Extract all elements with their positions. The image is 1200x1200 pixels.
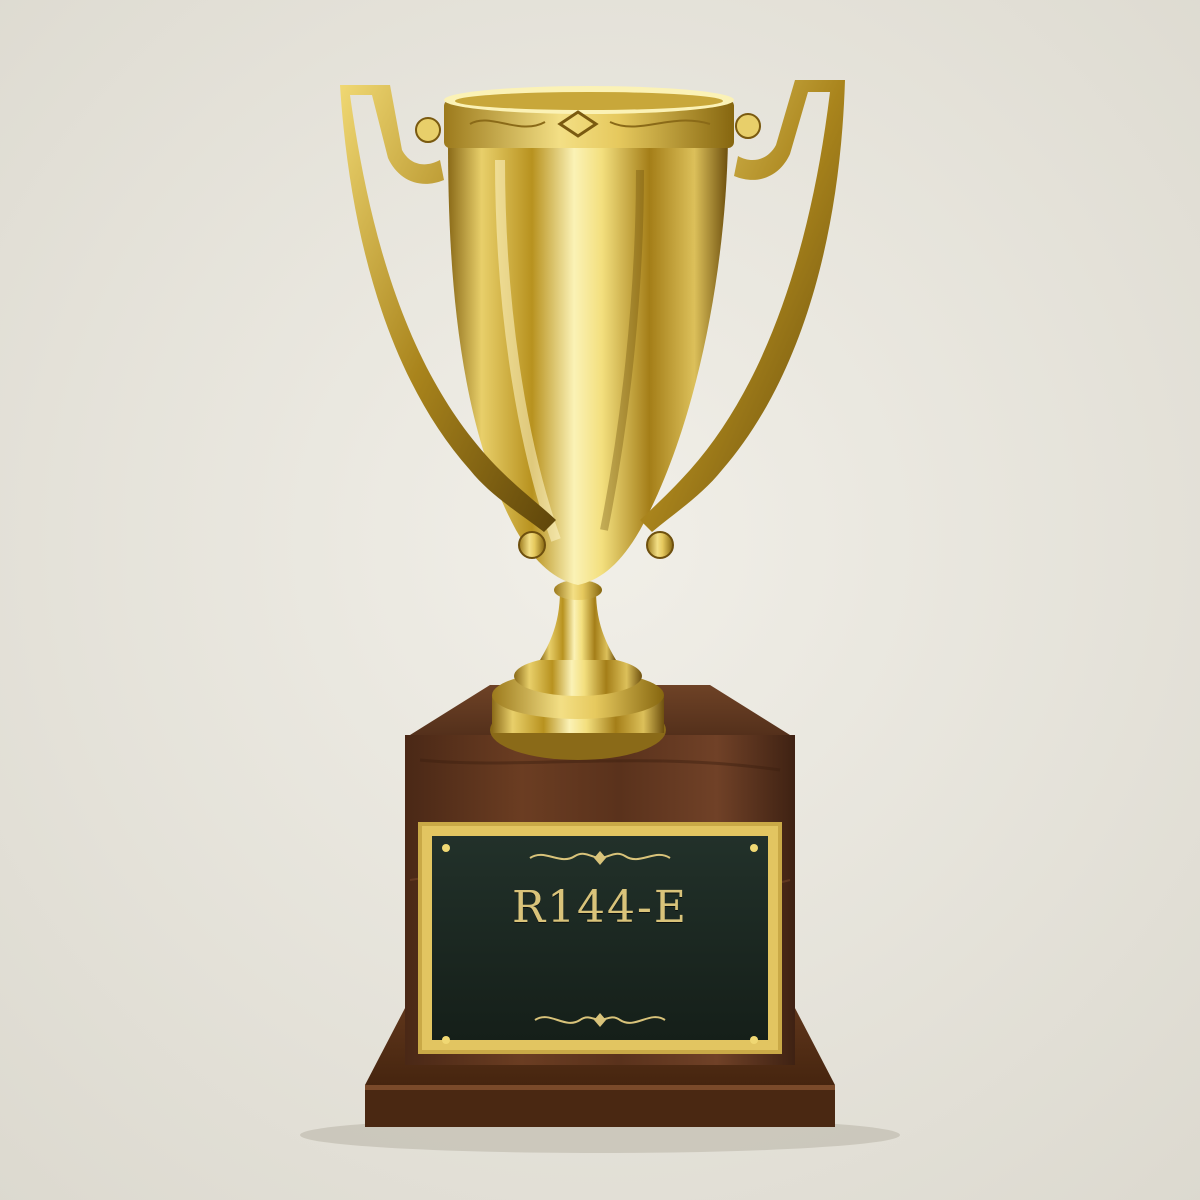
trophy-rim [444,86,734,148]
plaque-engraving: R144-E [511,882,689,933]
screw-top-right [750,844,758,852]
ornament-ball-left [519,532,545,558]
plaque [418,822,782,1054]
screw-bottom-right [750,1036,758,1044]
ornament-ball-right [647,532,673,558]
screw-bottom-left [442,1036,450,1044]
screw-top-left [442,844,450,852]
